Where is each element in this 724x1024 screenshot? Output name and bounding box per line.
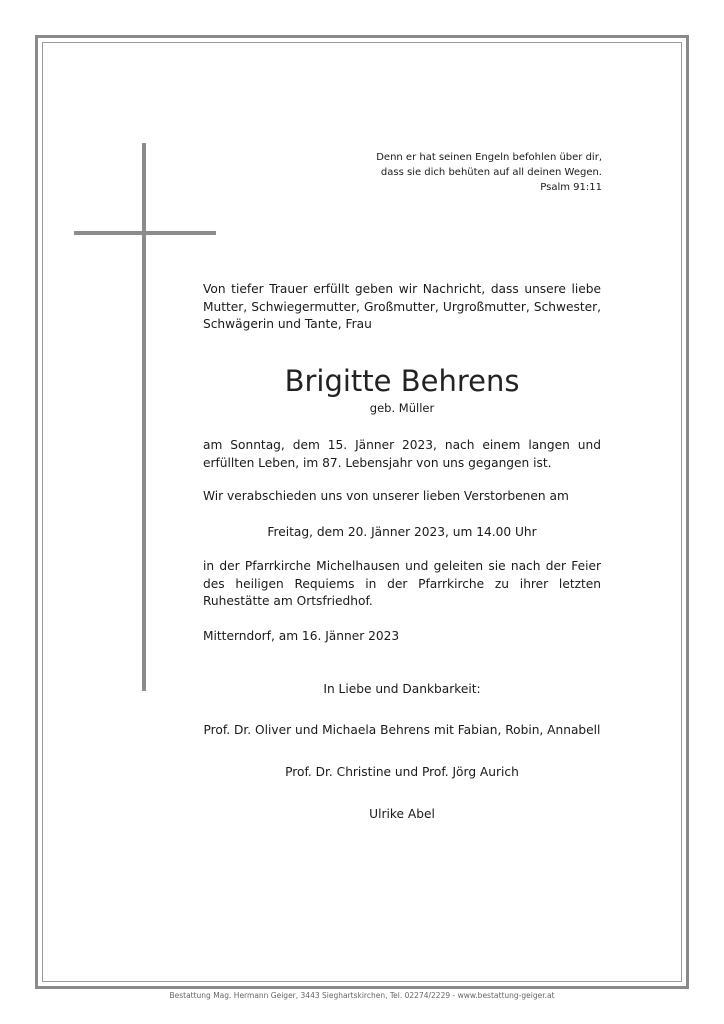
- mourner-line: Prof. Dr. Christine und Prof. Jörg Aurich: [285, 765, 519, 779]
- psalm-line-1: Denn er hat seinen Engeln befohlen über dir,: [376, 152, 602, 163]
- ceremony-text: in der Pfarrkirche Michelhausen und geleiten sie nach der Feier des heiligen Requiems in der Pfarrkirche zu ihrer letzten Ruhestätte am Ortsfriedhof.: [203, 559, 601, 608]
- farewell-text: Wir verabschieden uns von unserer lieben Verstorbenen am: [203, 489, 569, 503]
- psalm-quote: [302, 150, 602, 195]
- psalm-line-2: dass sie dich behüten auf all deinen Wegen.: [380, 167, 602, 178]
- psalm-reference: Psalm 91:11: [540, 182, 602, 193]
- place-date: Mitterndorf, am 16. Jänner 2023: [203, 629, 400, 643]
- mourner-line: Prof. Dr. Oliver und Michaela Behrens mit Fabian, Robin, Annabell: [203, 723, 601, 737]
- death-info: am Sonntag, dem 15. Jänner 2023, nach einem langen und erfüllten Leben, im 87. Lebensjahr von uns gegangen ist.: [203, 438, 601, 470]
- deceased-name: Brigitte Behrens: [284, 364, 520, 398]
- cross-icon-horizontal: [74, 231, 216, 235]
- mourner-line: Ulrike Abel: [369, 807, 435, 821]
- intro-text: Von tiefer Trauer erfüllt geben wir Nachricht, dass unsere liebe Mutter, Schwiegermutter, Großmutter, Urgroßmutter, Schwester, Schwägerin und Tante, Frau: [203, 282, 601, 331]
- maiden-name: geb. Müller: [369, 401, 435, 415]
- funeral-home-footer: Bestattung Mag. Hermann Geiger, 3443 Sieghartskirchen, Tel. 02274/2229 - www.bestattung-geiger.at: [169, 991, 555, 1000]
- event-datetime: Freitag, dem 20. Jänner 2023, um 14.00 Uhr: [267, 525, 537, 539]
- closing-line: In Liebe und Dankbarkeit:: [323, 682, 481, 696]
- cross-icon-vertical: [142, 143, 146, 691]
